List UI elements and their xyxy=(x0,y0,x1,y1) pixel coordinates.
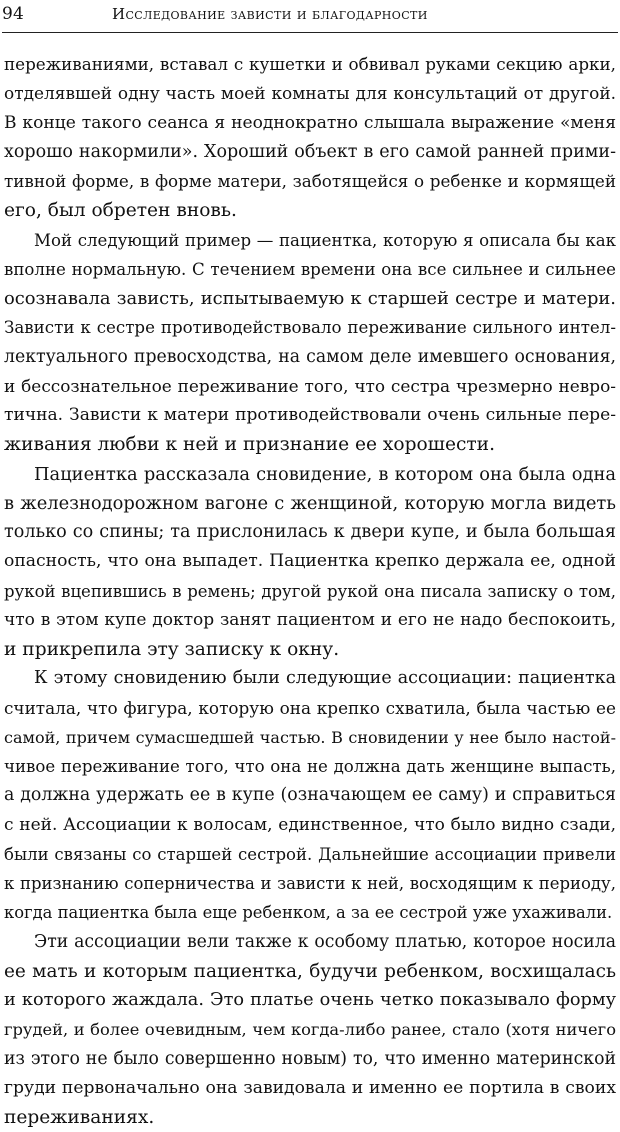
text-line: ее мать и которым пациентка, будучи ребенком, восхищалась xyxy=(4,960,616,982)
text-line: и прикрепила эту записку к окну. xyxy=(4,639,340,660)
text-line: рукой вцепившись в ремень; другой рукой она писала записку о том, xyxy=(4,581,616,601)
text-line: и которого жаждала. Это платье очень четко показывало форму xyxy=(4,990,616,1010)
text-line: Эти ассоциации вели также к особому платью, которое носила xyxy=(34,931,616,952)
text-line: хорошо накормили». Хороший объект в его самой ранней прими- xyxy=(4,141,616,162)
page-number: 94 xyxy=(2,4,25,24)
text-line: тивной форме, в форме матери, заботящейся о ребенке и кормящей xyxy=(4,171,616,191)
body-text xyxy=(4,50,616,1132)
text-line: и бессознательное переживание того, что сестра чрезмерно невро- xyxy=(4,375,616,396)
text-line: а должна удержать ее в купе (означающем ее саму) и справиться xyxy=(4,785,616,806)
text-line: отделявшей одну часть моей комнаты для консультаций от другой. xyxy=(4,83,616,104)
text-line: К этому сновидению были следующие ассоциации: пациентка xyxy=(34,668,616,689)
text-line: были связаны со старшей сестрой. Дальнейшие ассоциации привели xyxy=(4,844,616,864)
text-line: из этого не было совершенно новым) то, что именно материнской xyxy=(4,1048,616,1069)
text-line: считала, что фигура, которую она крепко схватила, была частью ее xyxy=(4,697,616,718)
text-line: груди первоначально она завидовала и именно ее портила в своих xyxy=(4,1077,616,1098)
text-line: самой, причем сумасшедшей частью. В сновидении у нее было настой- xyxy=(4,727,616,747)
text-line: живания любви к ней и признание ее хорошести. xyxy=(4,434,495,456)
text-line: его, был обретен вновь. xyxy=(4,200,237,222)
text-line: только со спины; та прислонилась к двери купе, и была большая xyxy=(4,522,616,542)
text-line: к признанию соперничества и зависти к ней, восходящим к периоду, xyxy=(4,874,616,893)
text-line: переживаниями, вставал с кушетки и обвивал руками секцию арки, xyxy=(4,54,616,74)
text-line: В конце такого сеанса я неоднократно слышала выражение «меня xyxy=(4,112,616,133)
text-line: с ней. Ассоциации к волосам, единственное, что было видно сзади, xyxy=(4,814,616,835)
text-line: Зависти к сестре противодействовало переживание сильного интел- xyxy=(4,318,616,338)
text-line: опасность, что она выпадет. Пациентка крепко держала ее, одной xyxy=(4,551,616,572)
text-line: чивое переживание того, что она не должна дать женщине выпасть, xyxy=(4,757,616,776)
text-line: когда пациентка была еще ребенком, а за ее сестрой уже ухаживали. xyxy=(4,903,613,923)
text-line: Пациентка рассказала сновидение, в котором она была одна xyxy=(34,463,616,485)
running-title: Исследование зависти и благодарности xyxy=(112,5,428,23)
text-line: Мой следующий пример — пациентка, которую я описала бы как xyxy=(34,230,616,250)
page-header xyxy=(2,0,618,33)
text-line: лектуального превосходства, на самом деле имевшего основания, xyxy=(4,346,616,367)
text-line: вполне нормальную. С течением времени она все сильнее и сильнее xyxy=(4,259,616,279)
text-line: в железнодорожном вагоне с женщиной, которую могла видеть xyxy=(4,492,616,514)
text-line: что в этом купе доктор занят пациентом и его не надо беспокоить, xyxy=(4,609,616,630)
text-line: переживаниях. xyxy=(4,1107,155,1128)
text-line: тична. Зависти к матери противодействовали очень сильные пере- xyxy=(4,405,616,425)
text-line: грудей, и более очевидным, чем когда-либо ранее, стало (хотя ничего xyxy=(4,1020,616,1040)
text-line: осознавала зависть, испытываемую к старшей сестре и матери. xyxy=(4,288,616,309)
